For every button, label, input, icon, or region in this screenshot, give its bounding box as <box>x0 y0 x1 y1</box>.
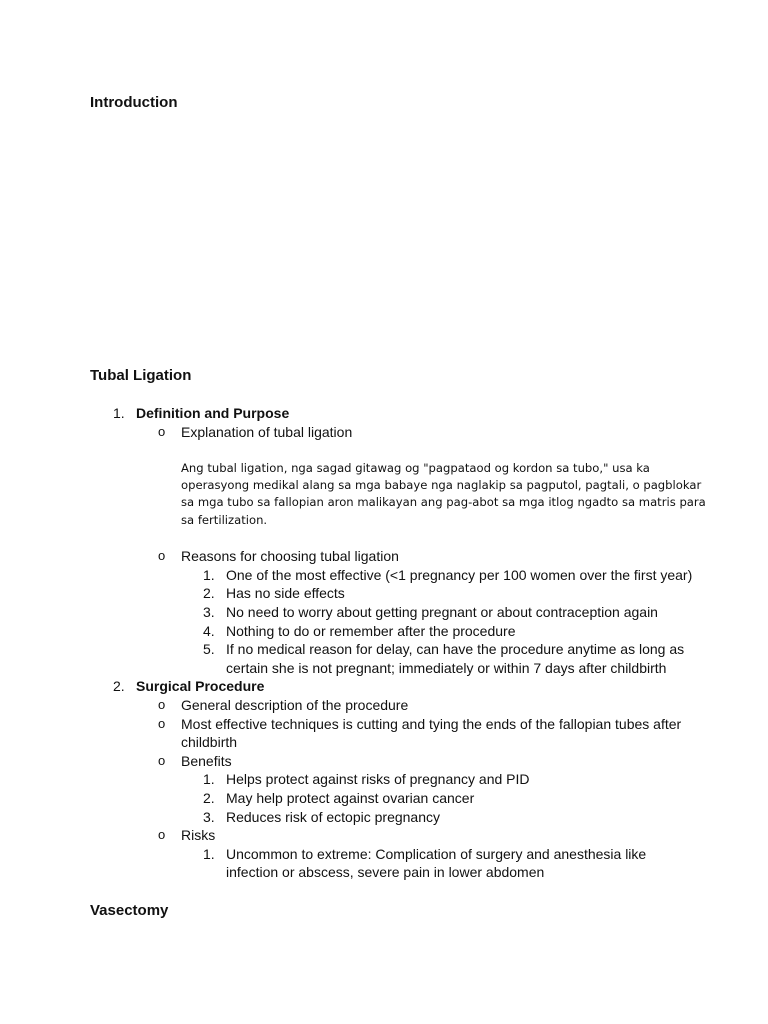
bullet-general: General description of the procedure <box>181 697 409 713</box>
reason-text: Nothing to do or remember after the procedure <box>226 623 516 639</box>
bullet-icon: o <box>158 753 166 768</box>
bullet-icon: o <box>158 424 166 439</box>
bullet-icon: o <box>158 697 166 712</box>
bullet-reasons: Reasons for choosing tubal ligation <box>181 548 399 564</box>
bullet-techniques: Most effective techniques is cutting and tying the ends of the fallopian tubes after <box>181 716 682 732</box>
bullet-risks: Risks <box>181 827 216 843</box>
paragraph-line: Ang tubal ligation, nga sagad gitawag og "pagpataod og kordon sa tubo," usa ka <box>181 461 650 475</box>
bullet-techniques-continued: childbirth <box>181 734 238 750</box>
bullet-icon: o <box>158 827 166 842</box>
reason-number: 4. <box>203 623 215 639</box>
item-number: 1. <box>113 405 125 421</box>
paragraph-line: sa mga tubo sa fallopian aron malikayan ang pag-abot sa mga itlog ngadto sa matris para <box>181 495 706 509</box>
paragraph-line: sa fertilization. <box>181 513 268 527</box>
benefit-number: 3. <box>203 809 215 825</box>
risk-text: Uncommon to extreme: Complication of surgery and anesthesia like <box>226 846 647 862</box>
benefit-text: Reduces risk of ectopic pregnancy <box>226 809 440 825</box>
benefit-text: Helps protect against risks of pregnancy and PID <box>226 771 530 787</box>
item-title-definition: Definition and Purpose <box>136 405 290 421</box>
item-title-surgical: Surgical Procedure <box>136 678 265 694</box>
benefit-number: 2. <box>203 790 215 806</box>
bullet-explanation: Explanation of tubal ligation <box>181 424 353 440</box>
reason-number: 3. <box>203 604 215 620</box>
heading-tubal-ligation: Tubal Ligation <box>90 367 192 384</box>
benefit-text: May help protect against ovarian cancer <box>226 790 475 806</box>
risk-number: 1. <box>203 846 215 862</box>
heading-introduction: Introduction <box>90 94 178 111</box>
bullet-icon: o <box>158 548 166 563</box>
reason-text: Has no side effects <box>226 585 345 601</box>
bullet-icon: o <box>158 716 166 731</box>
reason-text: If no medical reason for delay, can have the procedure anytime as long as <box>226 641 685 657</box>
reason-text: No need to worry about getting pregnant or about contraception again <box>226 604 658 620</box>
paragraph-line: operasyong medikal alang sa mga babaye nga naglakip sa pagputol, pagtali, o pagblokar <box>181 478 702 492</box>
bullet-benefits: Benefits <box>181 753 232 769</box>
reason-text: One of the most effective (<1 pregnancy per 100 women over the first year) <box>226 567 693 583</box>
reason-number: 1. <box>203 567 215 583</box>
reason-text-continued: certain she is not pregnant; immediately or within 7 days after childbirth <box>226 660 667 676</box>
reason-number: 5. <box>203 641 215 657</box>
benefit-number: 1. <box>203 771 215 787</box>
item-number: 2. <box>113 678 125 694</box>
reason-number: 2. <box>203 585 215 601</box>
risk-text-continued: infection or abscess, severe pain in lower abdomen <box>226 864 545 880</box>
heading-vasectomy: Vasectomy <box>90 902 169 919</box>
